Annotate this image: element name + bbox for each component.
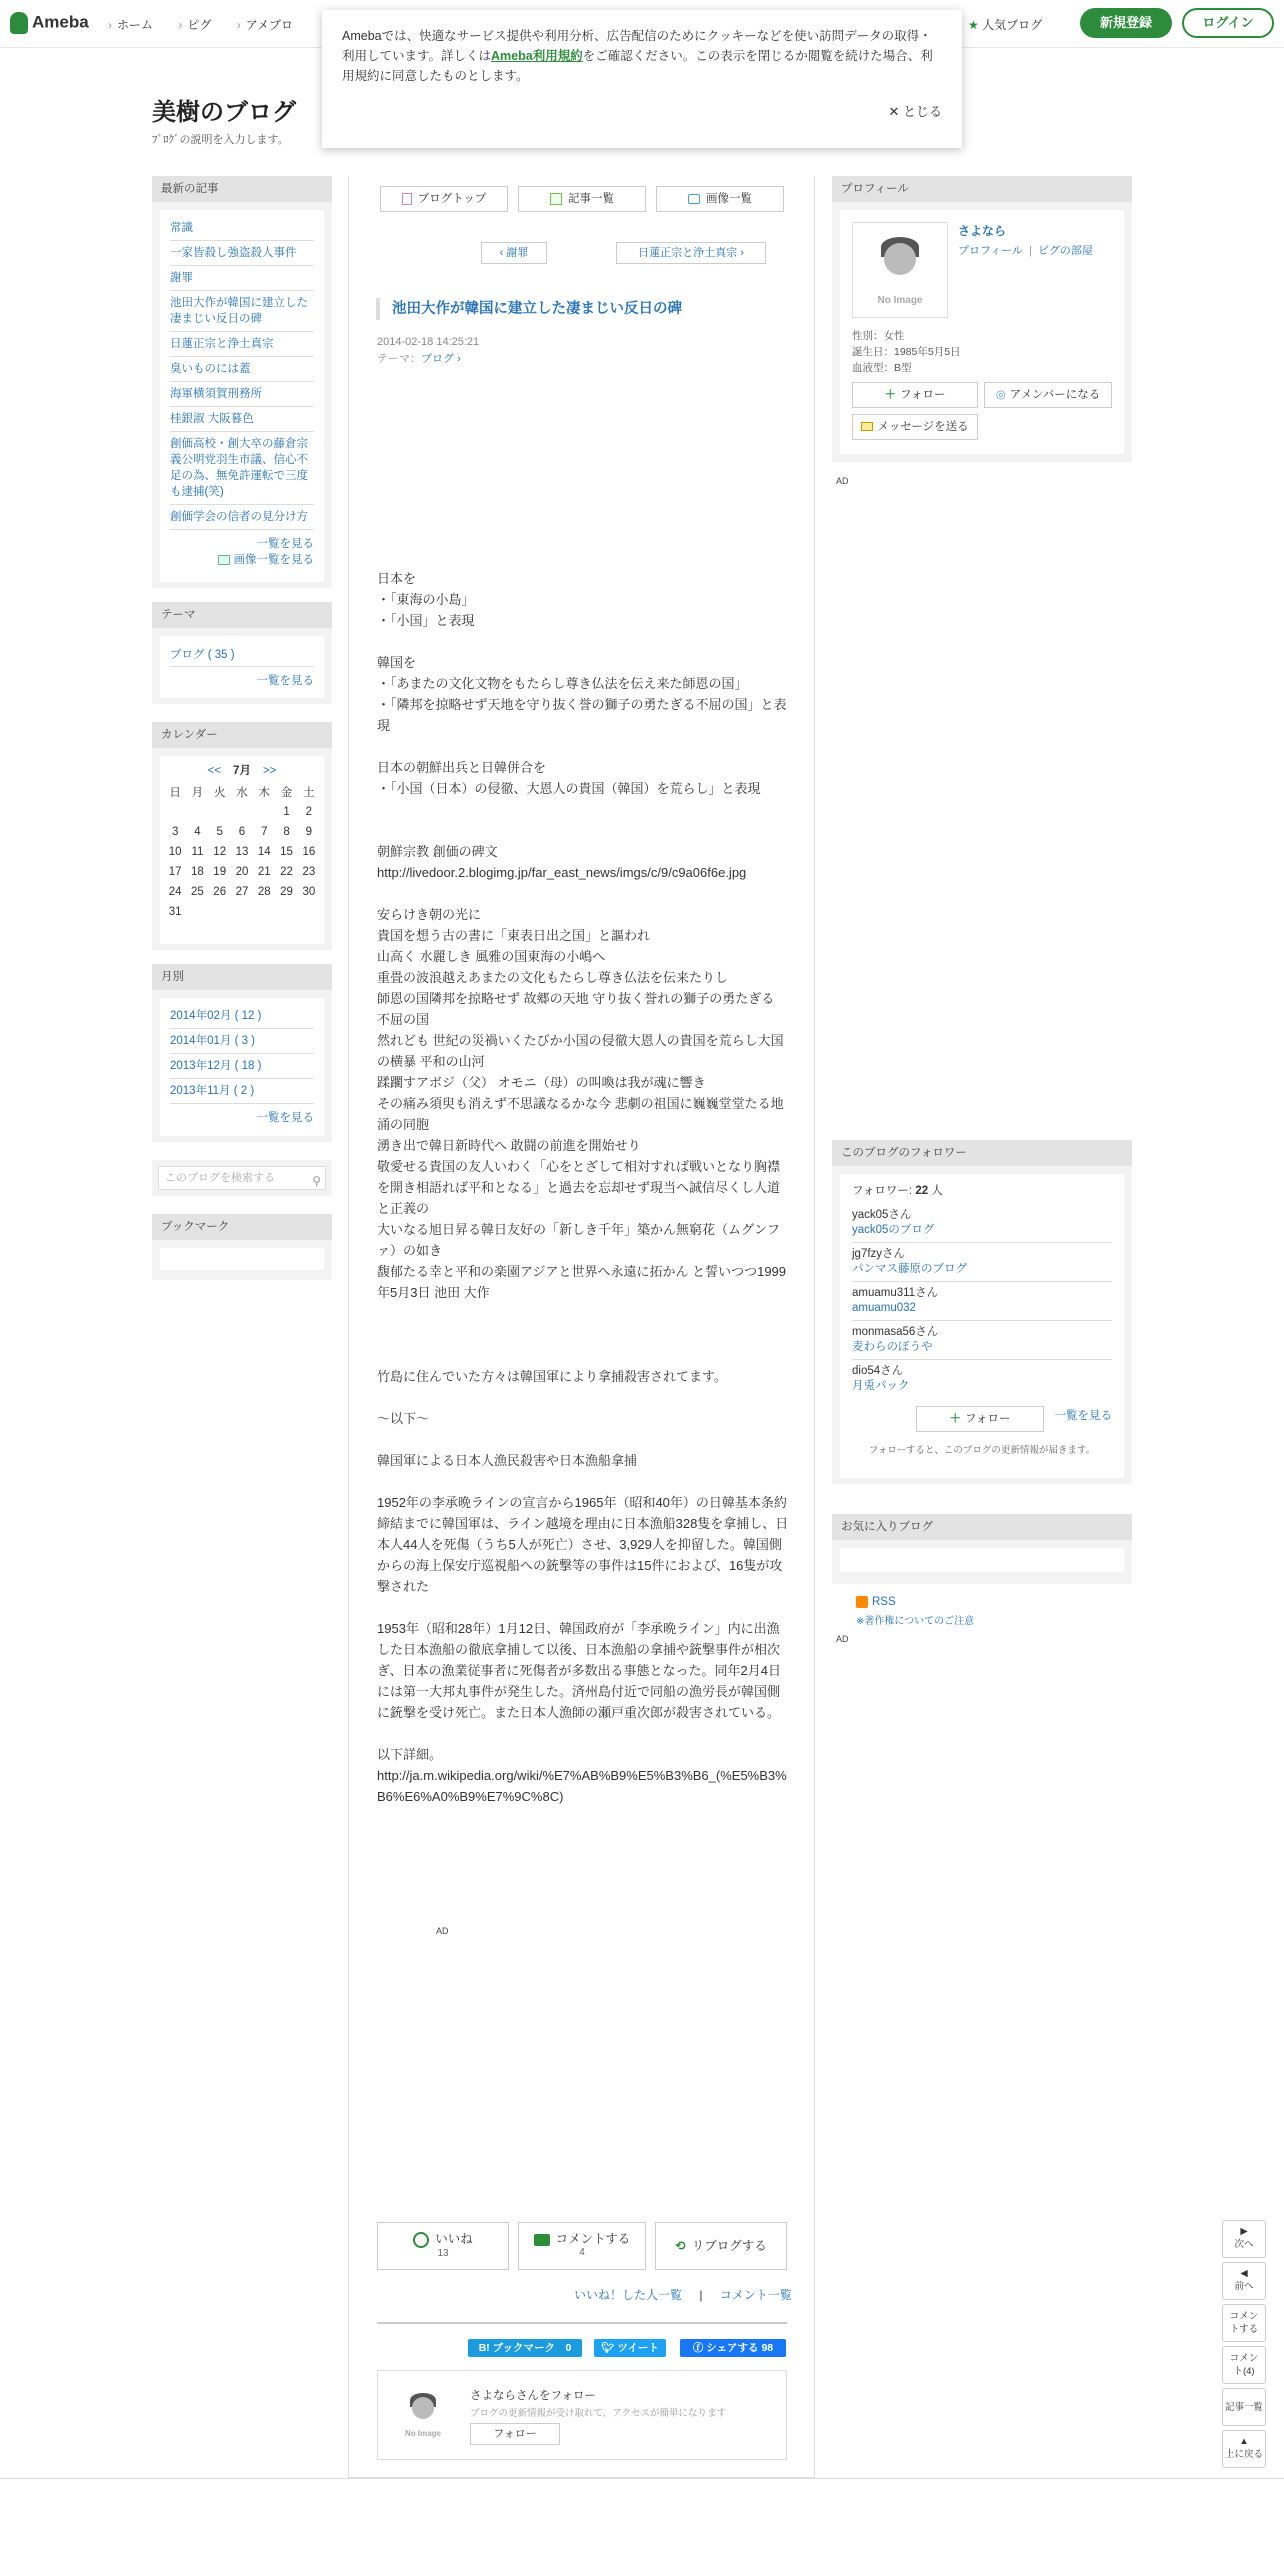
day [275,902,297,922]
divider [377,2322,787,2324]
follow-box [377,2370,787,2460]
cookie-text-1: Amebaでは、快適なサービス提供や利用分析、広告配信のためにクッキーなどを使い訪問データの取得・利用しています。詳しくは [342,29,932,63]
profile-title: プロフィール [832,176,1132,202]
next-entry-link[interactable]: 日蓮正宗と浄土真宗 › [616,242,766,264]
entry-paragraph: 1953年（昭和28年）1月12日、韓国政府が「李承晩ライン」内に出漁した日本漁船の徹底拿捕して以後、日本漁船の拿捕や銃撃事件が相次ぎ、日本の漁業従事者に死傷者が多数出る事態となった。同年2月4日には第一大邦丸事件が発生した。済州島付近で同船の漁労長が韓国側に銃撃を受け死亡。また日本人漁師の瀬戸重次郎が殺害されている。 [377,1621,781,1720]
day: 18 [191,866,204,878]
follower-blog-link[interactable]: yack05のブログ [852,1224,935,1236]
entry-paragraph: 然れども 世紀の災禍いくたびか小国の侵徹大恩人の貴国を荒らし大国の横暴 平和の山河 [377,1033,784,1069]
latest-entry[interactable]: 謝罪 [170,266,314,291]
latest-entries-body [160,210,324,582]
image-icon [218,555,230,565]
bookmark-body [160,1248,324,1270]
facebook-share-button[interactable]: ⓕ シェアする 98 [680,2339,786,2357]
follower-blog-link[interactable]: パンマス藤原のブログ [852,1263,967,1275]
entry-theme-link[interactable]: ブログ [421,353,454,365]
entry-paragraph: 敬愛せる貴国の友人いわく「心をとざして相対すれば戦いとなり胸襟を開き相語れば平和となる」と過去を忘却せず現当へ誠信尽くし人道と正義の [377,1159,781,1216]
latest-entry[interactable]: 桂銀淑 大阪暮色 [170,407,314,432]
day: 26 [213,886,227,898]
tweet-button[interactable]: 🐦︎ ツイート [594,2339,666,2357]
weekday: 金 [280,787,293,799]
day: 23 [302,866,316,878]
reblog-button[interactable]: ⟲ リブログする [655,2222,787,2270]
entry-paragraph: 1952年の李承晩ラインの宣言から1965年（昭和40年）の日韓基本条約締結までに韓国軍は、ライン越境を理由に日本漁船328隻を拿捕し、日本人44人を死傷（うち5人が死亡）させ、3,929人を抑留した。韓国側からの海上保安庁巡視船への銃撃等の事件は15件におよび、16隻が攻撃された [377,1495,789,1594]
latest-entries-panel [152,176,332,588]
blogtop-button[interactable]: ブログトップ [380,186,508,212]
day: 8 [283,826,290,838]
follower-row [852,1204,1112,1243]
profile-details [852,328,961,376]
theme-item[interactable]: ブログ ( 35 ) [170,642,314,667]
cookie-banner [322,10,962,148]
day: 31 [168,906,182,918]
day: 6 [238,826,246,838]
login-button[interactable]: ログイン [1182,8,1274,38]
liked-users-link[interactable]: いいね！した人一覧 [574,2288,683,2302]
day: 14 [257,846,271,858]
comment-list-link[interactable]: コメント一覧 [719,2288,792,2302]
follow-box-name: さよならさんをフォロー [470,2390,596,2402]
triangle-up-icon: ▲ [1239,2436,1249,2447]
followers-panel [832,1140,1132,1484]
blog-search [152,1160,332,1196]
follow-button[interactable]: フォロー [470,2423,560,2445]
archive-panel [152,964,332,1142]
archive-more-link[interactable]: 一覧を見る [256,1112,314,1124]
day: 30 [302,886,316,898]
entry-paragraph: 以下詳細。 [377,1747,443,1762]
follower-row [852,1321,1112,1360]
entry-paragraph: 韓国を [377,655,417,670]
day [298,902,320,922]
followers-body [840,1174,1124,1478]
footer-divider [0,2478,1284,2479]
latest-entry[interactable]: 日蓮正宗と浄土真宗 [170,332,314,357]
theme-title: テーマ [152,602,332,628]
entry-paragraph: 蹂躙すアボジ（父） オモニ（母）の叫喚は我が魂に響き [377,1075,706,1090]
noimage-label: No Image [877,295,923,306]
calendar-prev[interactable]: << [207,765,222,777]
entry-paragraph: 日本の朝鮮出兵と日韓併合を [377,760,547,775]
ad-label: AD [436,1926,449,1936]
noimage-label: No Image [404,2429,441,2438]
day: 12 [213,846,227,858]
image-list-link[interactable]: 画像一覧を見る [170,552,314,568]
follower-user: yack05さん [852,1209,912,1221]
cookie-text-2: をご確認ください。この表示を閉じるか閲覧を続けた場合、利用規約に同意したものとします。 [342,49,933,83]
blank-line [377,1345,789,1366]
triangle-left-icon: ◀ [1240,2268,1248,2279]
prev-entry-link[interactable]: ‹ 謝罪 [481,242,547,264]
entry-paragraph: 大いなる旭日昇る韓日友好の「新しき千年」築かん無窮花（ムグンファ）の如き [377,1222,781,1258]
follower-user: dio54さん [852,1365,904,1377]
blank-line [377,1303,789,1324]
entry-paragraph: 朝鮮宗教 創価の碑文 [377,844,498,859]
blank-line [377,505,789,526]
calendar-week [164,902,320,922]
latest-entry[interactable]: 創価学会の信者の見分け方 [170,505,314,530]
day [253,802,275,822]
day: 25 [191,886,204,898]
chevron-right-icon: › [457,353,461,365]
archive-body [160,998,324,1136]
entry-paragraph: その痛み須臾も消えず不思議なるかな今 悲劇の祖国に巍巍堂堂たる地涌の同胞 [377,1096,784,1132]
day: 22 [280,866,293,878]
latest-entry[interactable]: 常識 [170,216,314,241]
day: 15 [280,846,293,858]
day: 10 [168,846,182,858]
day: 24 [168,886,182,898]
latest-entries-title: 最新の記事 [152,176,332,202]
calendar-grid [164,782,320,922]
rss-icon [856,1596,868,1608]
followers-follow-button[interactable]: ＋ フォロー [916,1406,1044,1432]
calendar-week [164,882,320,902]
latest-entry[interactable]: 一家皆殺し強盗殺人事件 [170,241,314,266]
send-message-button[interactable]: メッセージを送る [852,414,978,440]
day [164,802,186,822]
archive-item[interactable]: 2013年12月 ( 18 ) [170,1054,314,1079]
calendar-week [164,822,320,842]
comment-button[interactable]: コメントする 4 [518,2222,646,2270]
follower-user: amuamu311さん [852,1287,939,1299]
calendar-next[interactable]: >> [262,765,277,777]
day: 11 [191,846,204,858]
pigg-room-link[interactable]: ピグの部屋 [1037,245,1093,257]
avatar-face [884,243,916,275]
cookie-close-button[interactable]: ✕ とじる [888,104,942,119]
entry-paragraph: ・「東海の小島」 [377,592,475,607]
theme-panel [152,602,332,704]
calendar-header [164,762,320,778]
profile-blood: 血液型：B型 [852,362,912,374]
back-to-top-button[interactable]: ▲ 上に戻る [1222,2430,1266,2468]
follower-user: monmasa56さん [852,1326,939,1338]
profile-body [840,210,1124,454]
entry-paragraph: http://ja.m.wikipedia.org/wiki/%E7%AB%B9%E5%B3%B6_(%E5%B3%B6%E6%A0%B9%E7%9C%8C) [377,1768,787,1804]
bookmark-panel [152,1214,332,1280]
blank-line [377,1597,789,1618]
theme-body [160,636,324,698]
blank-line [377,883,789,904]
followers-title: このブログのフォロワー [832,1140,1132,1166]
entry-paragraph: 貴国を想う古の書に「東表日出之国」と謳われ [377,928,651,943]
frog-icon [10,12,28,34]
calendar-month: 7月 [233,765,251,777]
mail-icon [861,422,873,431]
weekday: 木 [258,787,271,799]
list-icon [550,193,562,205]
follower-blog-link[interactable]: amuamu032 [852,1302,916,1314]
theme-more-link[interactable]: 一覧を見る [256,675,314,687]
calendar-week [164,862,320,882]
weekday: 日 [169,787,181,799]
calendar-week [164,802,320,822]
calendar-body [160,756,324,944]
avatar-face [412,2397,434,2419]
scroll-comment-count-button[interactable]: コメント(4) [1222,2346,1266,2384]
hatena-bookmark-button[interactable]: B! ブックマーク 0 [468,2339,582,2357]
like-count: 13 [437,2247,449,2259]
chevron-right-icon: › [740,247,744,259]
blank-line [377,526,789,547]
blank-line [377,1471,789,1492]
star-icon: ★ [968,18,979,32]
blank-line [377,1429,789,1450]
day: 4 [194,826,201,838]
entry-paragraph: 重畳の波浪越えあまたの文化もたらし尊き仏法を伝来たりし [377,970,729,985]
ad-label: AD [836,476,849,486]
blank-line [377,736,789,757]
day: 20 [235,866,249,878]
plus-icon: ＋ [884,389,897,401]
archive-list [170,1004,314,1104]
day: 1 [283,806,290,818]
archive-item[interactable]: 2013年11月 ( 2 ) [170,1079,314,1104]
camera-icon [688,194,700,204]
nav-pigg[interactable]: › ピグ [178,18,211,32]
plus-icon: ＋ [949,1413,962,1425]
latest-entry[interactable]: 池田大作が韓国に建立した凄まじい反日の碑 [170,291,314,332]
day [231,802,253,822]
blog-title[interactable]: 美樹のブログ [152,99,296,126]
link-separator: | [699,2288,703,2302]
blog-search-input[interactable]: このブログを検索する ⚲ [158,1166,326,1190]
follower-blog-link[interactable]: 月兎パック [852,1380,910,1392]
amember-icon: ◎ [995,389,1006,401]
nav-ameblo[interactable]: › アメブロ [237,18,293,32]
day [186,902,208,922]
entry-paragraph: 山高く 水麗しき 風雅の国東海の小嶋へ [377,949,606,964]
day: 21 [257,866,271,878]
entry-paragraph: http://livedoor.2.blogimg.jp/far_east_news/imgs/c/9/c9a06f6e.jpg [377,865,747,880]
chevron-left-icon: ‹ [499,247,504,259]
archive-item[interactable]: 2014年01月 ( 3 ) [170,1029,314,1054]
entry-meta [377,334,479,368]
scroll-comment-button[interactable]: コメントする [1222,2304,1266,2342]
latest-entry[interactable]: 海軍横須賀刑務所 [170,382,314,407]
entry-theme: テーマ：ブログ › [377,353,461,365]
entry-paragraph: ・「小国」と表現 [377,613,475,628]
latest-entry[interactable]: 臭いものには蓋 [170,357,314,382]
followers-note: フォローすると、このブログの更新情報が届きます。 [868,1445,1096,1456]
comment-count: 4 [579,2247,585,2258]
day: 7 [261,826,268,838]
day: 9 [305,826,313,838]
bookmark-title: ブックマーク [152,1214,332,1240]
blank-line [377,547,789,568]
profile-avatar[interactable] [852,222,948,318]
latest-more-link[interactable]: 一覧を見る [256,538,314,550]
register-button[interactable]: 新規登録 [1080,8,1172,38]
weekday: 月 [191,787,204,799]
day: 5 [216,826,223,838]
like-button[interactable]: いいね 13 [377,2222,509,2270]
comment-icon [534,2234,550,2246]
follower-user: jg7fzyさん [852,1248,906,1260]
favorites-body [840,1548,1124,1572]
amember-button[interactable]: ◎ アメンバーになる [984,382,1112,408]
smile-icon [413,2232,429,2248]
day: 3 [171,826,179,838]
followers-more-link[interactable]: 一覧を見る [1054,1410,1112,1422]
entry-paragraph: 湧き出で韓日新時代へ 敢闘の前進を開始せり [377,1138,641,1153]
entry-paragraph: ・「隣邦を掠略せず天地を守り抜く誉の獅子の勇たぎる不屈の国」と表現 [377,697,787,733]
profile-panel [832,176,1132,462]
follower-count: フォロワー: 22 人 [852,1185,943,1197]
entry-paragraph: ・「小国（日本）の侵徹、大恩人の貴国（韓国）を荒らし」と表現 [377,781,761,796]
day [209,902,231,922]
twitter-icon: 🐦︎ [601,2342,618,2354]
latest-entries-list [170,216,314,530]
day: 17 [168,866,182,878]
profile-birthday: 誕生日：1985年5月5日 [852,346,961,358]
entry-paragraph: ～以下～ [377,1411,430,1426]
day: 13 [235,846,249,858]
search-icon[interactable]: ⚲ [312,1174,321,1188]
profile-name[interactable]: さよなら [958,224,1007,238]
weekday: 火 [213,787,226,799]
calendar-title: カレンダー [152,722,332,748]
follower-blog-link[interactable]: 麦わらのぼうや [852,1341,933,1353]
nav-home[interactable]: › ホーム [108,18,153,32]
day: 27 [235,886,249,898]
blank-line [377,1387,789,1408]
entry-paragraph: 安らけき朝の光に [377,907,482,922]
entry-list-button[interactable]: 記事一覧 [518,186,646,212]
calendar-weekdays [164,782,320,802]
day: 16 [302,846,316,858]
calendar-week [164,842,320,862]
follower-row [852,1243,1112,1282]
day: 28 [257,886,271,898]
scroll-entry-list-button[interactable]: 記事一覧 [1222,2388,1266,2426]
day: 29 [280,886,293,898]
entry-paragraph: 韓国軍による日本人漁民殺害や日本漁船拿捕 [377,1453,638,1468]
copyright-notice-link[interactable]: ※著作権についてのご注意 [856,1616,975,1627]
day [186,802,208,822]
image-list-button[interactable]: 画像一覧 [656,186,784,212]
rss-link[interactable]: RSS [856,1596,896,1608]
document-icon [402,193,412,205]
entry-title[interactable]: 池田大作が韓国に建立した凄まじい反日の碑 [376,298,786,320]
day [209,802,231,822]
reaction-links [574,2286,792,2303]
next-button[interactable]: ▶ 次へ [1222,2220,1266,2258]
avatar[interactable] [394,2387,452,2445]
triangle-right-icon: ▶ [1240,2226,1248,2237]
blank-line [377,1723,789,1744]
prev-button[interactable]: ◀ 前へ [1222,2262,1266,2300]
day [253,902,275,922]
profile-follow-button[interactable]: ＋ フォロー [852,382,978,408]
popular-blog-link[interactable]: ★ 人気ブログ [968,18,1043,32]
blank-line [377,631,789,652]
profile-gender: 性別：女性 [852,330,905,342]
entry-paragraph: 馥郁たる幸と平和の楽園アジアと世界へ永遠に拓かん と誓いつつ1999年5月3日 池田 大作 [377,1264,787,1300]
terms-link[interactable]: Ameba利用規約 [491,49,583,63]
entry-date: 2014-02-18 14:25:21 [377,336,480,348]
weekday: 水 [236,787,248,799]
favorites-title: お気に入りブログ [832,1514,1132,1540]
favorites-panel [832,1514,1132,1584]
blank-line [377,820,789,841]
archive-item[interactable]: 2014年02月 ( 12 ) [170,1004,314,1029]
profile-link[interactable]: プロフィール [958,245,1023,257]
calendar-panel [152,722,332,950]
entry-paragraph: 師恩の国隣邦を掠略せず 故郷の天地 守り抜く誉れの獅子の勇たぎる 不屈の国 [377,991,775,1027]
blank-line [377,799,789,820]
follower-row [852,1282,1112,1321]
day: 19 [213,866,227,878]
entry-body [377,484,789,1807]
follower-row [852,1360,1112,1398]
day: 2 [305,806,313,818]
entry-paragraph: 竹島に住んでいた方々は韓国軍により拿捕殺害されてます。 [377,1369,727,1384]
latest-entry[interactable]: 創価高校・創大卒の藤倉宗義公明党羽生市議、信心不足の為、無免許運転で三度も逮捕(笑) [170,432,314,505]
blog-description: ﾌﾞﾛｸﾞの説明を入力します。 [152,134,289,146]
entry-paragraph: 日本を [377,571,417,586]
facebook-icon: ⓕ [692,2342,707,2354]
reblog-icon: ⟲ [675,2239,686,2253]
blog-header [152,92,296,147]
weekday: 土 [303,787,315,799]
profile-links [958,242,1093,258]
blank-line [377,484,789,505]
ameba-logo[interactable]: Ameba [10,12,89,34]
ad-label: AD [836,1634,849,1644]
follow-box-note: ブログの更新情報が受け取れて、アクセスが簡単になります [470,2408,727,2419]
global-nav [108,16,315,33]
entry-paragraph: ・「あまたの文化文物をもたらし尊き仏法を伝え来た師恩の国」 [377,676,748,691]
day [231,902,253,922]
archive-title: 月別 [152,964,332,990]
profile-link-separator: | [1028,245,1032,257]
blank-line [377,1324,789,1345]
